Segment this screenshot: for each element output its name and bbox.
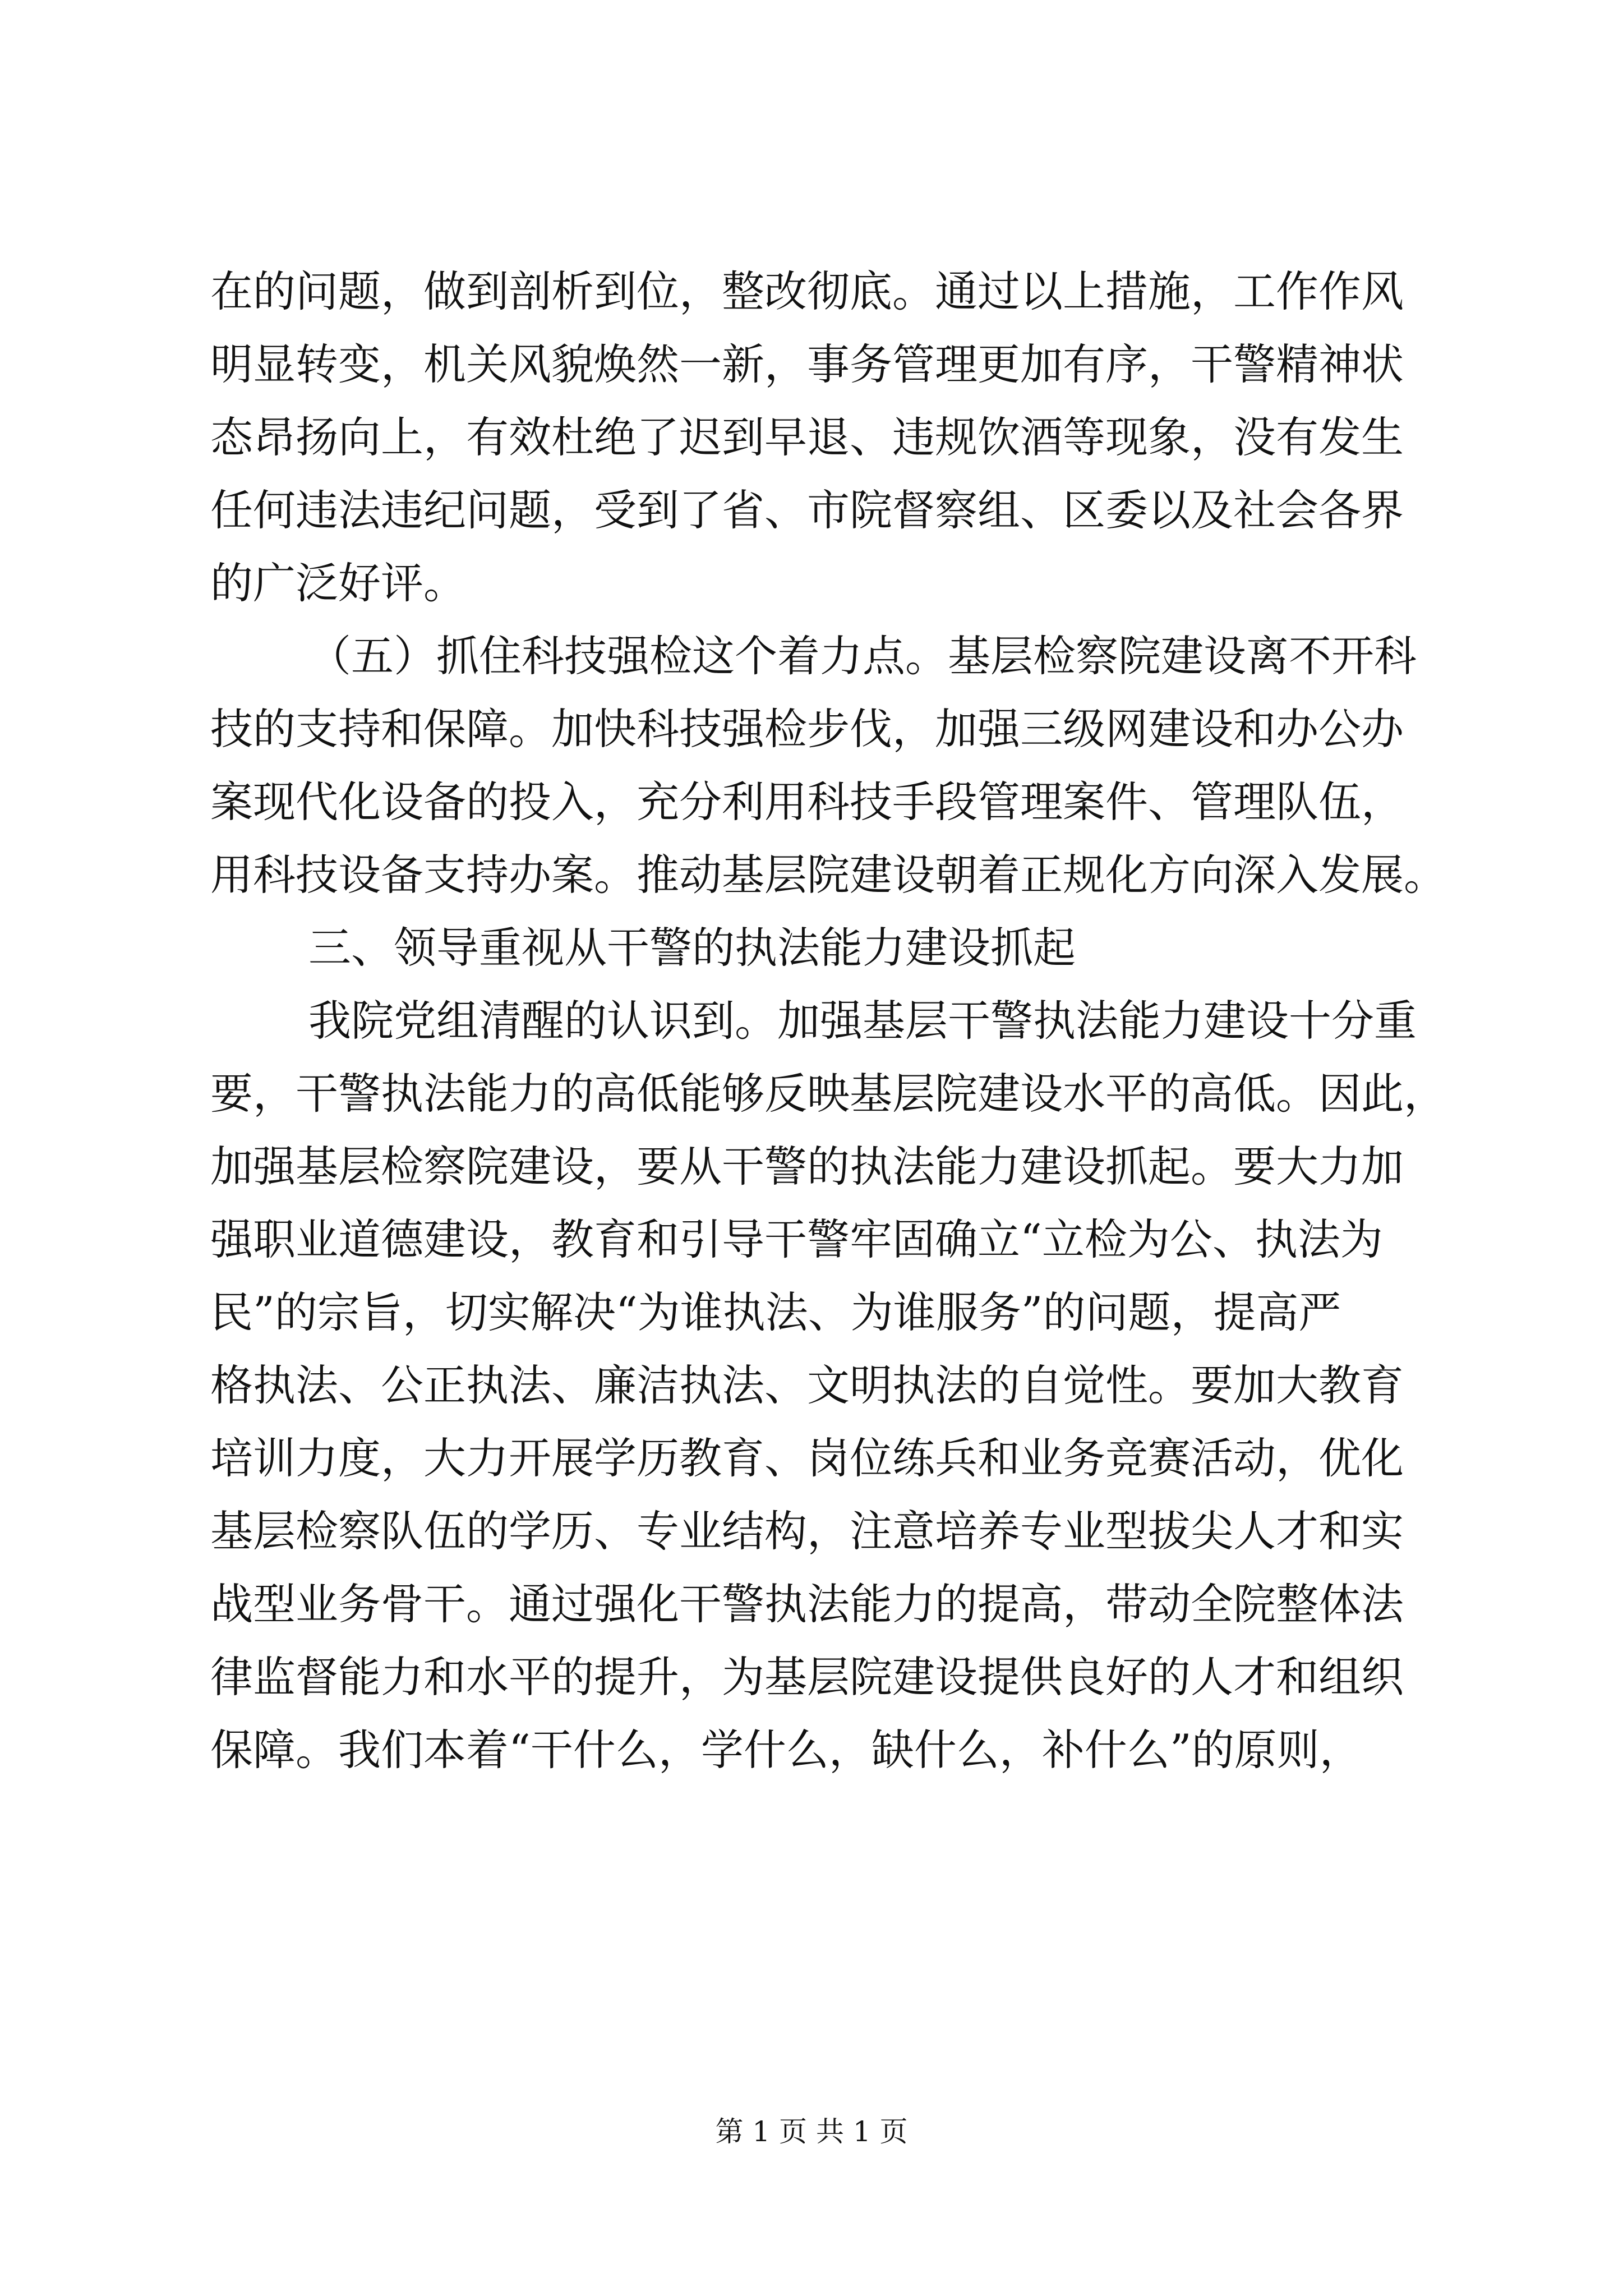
text-line: 态昂扬向上，有效杜绝了迟到早退、违规饮酒等现象，没有发生 (210, 412, 1404, 462)
text-line: 在的问题，做到剖析到位，整改彻底。通过以上措施，工作作风 (210, 266, 1404, 316)
text-line: 我院党组清醒的认识到。加强基层干警执法能力建设十分重 (308, 996, 1417, 1046)
text-line: 技的支持和保障。加快科技强检步伐，加强三级网建设和办公办 (210, 704, 1404, 754)
text-line: 要，干警执法能力的高低能够反映基层院建设水平的高低。因此， (210, 1069, 1446, 1119)
text-line: 案现代化设备的投入，充分利用科技手段管理案件、管理队伍， (210, 777, 1404, 827)
text-line: 强职业道德建设，教育和引导干警牢固确立“立检为公、执法为 (210, 1214, 1383, 1264)
text-line: 的广泛好评。 (210, 558, 466, 608)
text-line: 律监督能力和水平的提升，为基层院建设提供良好的人才和组织 (210, 1652, 1404, 1702)
text-line: 保障。我们本着“干什么，学什么，缺什么，补什么”的原则， (210, 1725, 1362, 1775)
text-line: 格执法、公正执法、廉洁执法、文明执法的自觉性。要加大教育 (210, 1360, 1404, 1410)
text-line: 任何违法违纪问题，受到了省、市院督察组、区委以及社会各界 (210, 485, 1404, 535)
text-line: 用科技设备支持办案。推动基层院建设朝着正规化方向深入发展。 (210, 850, 1446, 900)
text-line: 明显转变，机关风貌焕然一新，事务管理更加有序，干警精神状 (210, 339, 1404, 389)
text-line: 战型业务骨干。通过强化干警执法能力的提高，带动全院整体法 (210, 1579, 1404, 1629)
text-line: 民”的宗旨，切实解决“为谁执法、为谁服务”的问题，提高严 (210, 1287, 1341, 1337)
section-heading: 三、领导重视从干警的执法能力建设抓起 (308, 923, 1076, 973)
text-line: 培训力度，大力开展学历教育、岗位练兵和业务竞赛活动，优化 (210, 1433, 1404, 1483)
text-line: 基层检察队伍的学历、专业结构，注意培养专业型拔尖人才和实 (210, 1506, 1404, 1556)
page-number-footer: 第 1 页 共 1 页 (715, 2115, 908, 2148)
text-line: （五）抓住科技强检这个着力点。基层检察院建设离不开科 (308, 631, 1417, 681)
text-line: 加强基层检察院建设，要从干警的执法能力建设抓起。要大力加 (210, 1142, 1404, 1191)
